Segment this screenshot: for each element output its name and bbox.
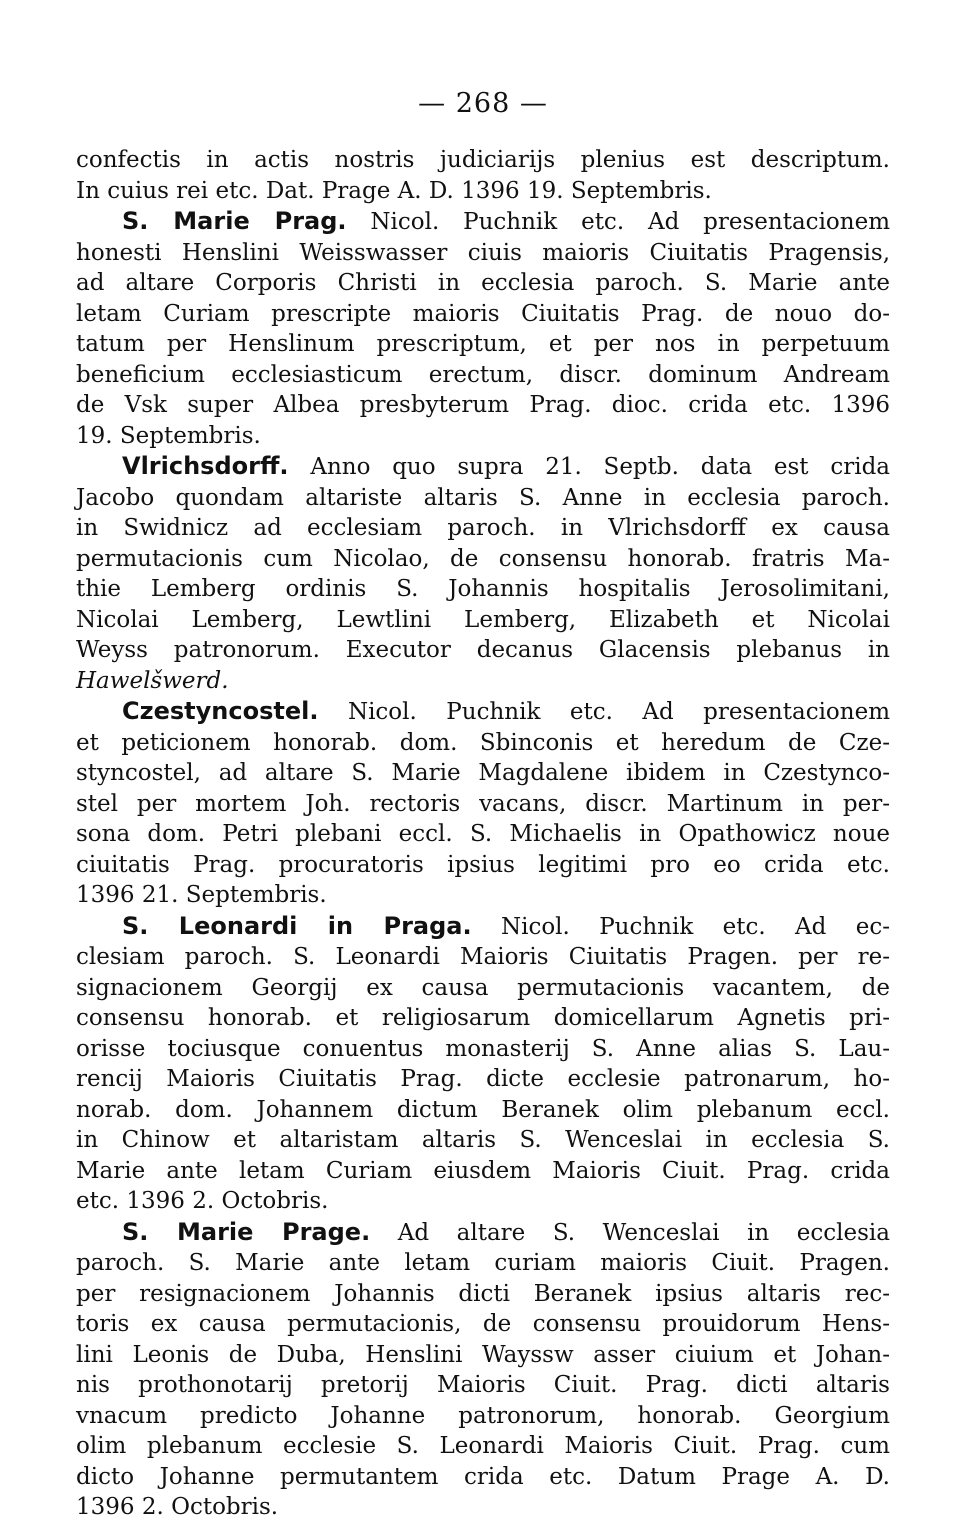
paragraph xyxy=(76,145,890,206)
text-line: beneficium ecclesiasticum erectum, discr. dominum Andream xyxy=(76,361,890,388)
text-line xyxy=(76,911,890,943)
text-fragment: Nicol. Puchnik etc. Ad presentacionem xyxy=(370,209,891,235)
text-line: 19. Septembris. xyxy=(76,422,261,449)
text-line: paroch. S. Marie ante letam curiam maioris Ciuit. Pragen. xyxy=(76,1250,890,1276)
page-number: — 268 — xyxy=(418,88,548,119)
text-line: honesti Henslini Weisswasser ciuis maioris Ciuitatis Pragensis, xyxy=(76,239,890,266)
text-line: In cuius rei etc. Dat. Prage A. D. 1396 19. Septembris. xyxy=(76,177,712,204)
text-line: permutacionis cum Nicolao, de consensu honorab. fratris Ma- xyxy=(76,545,890,572)
text-fragment: Anno quo supra 21. Septb. data est crida xyxy=(310,454,891,480)
text-line: tatum per Henslinum prescriptum, et per nos in perpetuum xyxy=(76,331,890,357)
entry-heading: S. Leonardi in Praga. xyxy=(122,911,472,940)
entry-heading: S. Marie Prag. xyxy=(122,207,347,235)
entry-heading: Vlrichsdorff. xyxy=(122,452,289,480)
text-line: vnacum predicto Johanne patronorum, honorab. Georgium xyxy=(76,1402,890,1429)
text-line: Hawelšwerd. xyxy=(76,667,229,694)
text-line xyxy=(76,696,890,728)
text-line: rencij Maioris Ciuitatis Prag. dicte ecclesie patronarum, ho- xyxy=(76,1066,890,1092)
text-line: letam Curiam prescripte maioris Ciuitatis Prag. de nouo do- xyxy=(76,300,890,327)
text-line: norab. dom. Johannem dictum Beranek olim plebanum eccl. xyxy=(76,1096,890,1123)
paragraph xyxy=(76,911,890,1217)
text-line: confectis in actis nostris judiciarijs plenius est descriptum. xyxy=(76,147,890,173)
entry-heading: Czestyncostel. xyxy=(122,697,319,725)
text-line: clesiam paroch. S. Leonardi Maioris Ciuitatis Pragen. per re- xyxy=(76,944,890,970)
text-line xyxy=(76,1217,890,1249)
text-line: toris ex causa permutacionis, de consensu prouidorum Hens- xyxy=(76,1311,890,1337)
text-line: styncostel, ad altare S. Marie Magdalene ibidem in Czestynco- xyxy=(76,760,890,786)
text-fragment: Nicol. Puchnik etc. Ad ec- xyxy=(500,913,890,940)
paragraph xyxy=(76,451,890,696)
paragraph xyxy=(76,696,890,911)
text-line: lini Leonis de Duba, Henslini Wayssw asser ciuium et Johan- xyxy=(76,1341,890,1368)
text-line xyxy=(76,206,890,238)
document-body xyxy=(76,145,890,1523)
entry-heading: S. Marie Prage. xyxy=(122,1217,371,1246)
text-line: signacionem Georgij ex causa permutacionis vacantem, de xyxy=(76,974,890,1001)
text-line: consensu honorab. et religiosarum domicellarum Agnetis pri- xyxy=(76,1005,890,1031)
text-line: ad altare Corporis Christi in ecclesia paroch. S. Marie ante xyxy=(76,270,890,296)
paragraph xyxy=(76,206,890,451)
text-fragment: Ad altare S. Wenceslai in ecclesia xyxy=(397,1219,891,1246)
text-line: orisse tociusque conuentus monasterij S. Anne alias S. Lau- xyxy=(76,1035,890,1062)
text-line: nis prothonotarij pretorij Maioris Ciuit. Prag. dicti altaris xyxy=(76,1372,890,1398)
paragraph xyxy=(76,1217,890,1523)
text-line: ciuitatis Prag. procuratoris ipsius legitimi pro eo crida etc. xyxy=(76,851,890,878)
text-line: 1396 2. Octobris. xyxy=(76,1494,279,1520)
text-fragment: Nicol. Puchnik etc. Ad presentacionem xyxy=(347,699,891,725)
text-line: 1396 21. Septembris. xyxy=(76,882,327,908)
text-line: dicto Johanne permutantem crida etc. Datum Prage A. D. xyxy=(76,1463,890,1490)
text-line: thie Lemberg ordinis S. Johannis hospitalis Jerosolimitani, xyxy=(76,576,890,602)
text-line: et peticionem honorab. dom. Sbinconis et heredum de Cze- xyxy=(76,729,890,756)
text-line: stel per mortem Joh. rectoris vacans, discr. Martinum in per- xyxy=(76,790,890,817)
text-line: olim plebanum ecclesie S. Leonardi Maioris Ciuit. Prag. cum xyxy=(76,1433,890,1459)
text-line: Weyss patronorum. Executor decanus Glacensis plebanus in xyxy=(76,637,890,663)
text-line xyxy=(76,451,890,483)
text-line: etc. 1396 2. Octobris. xyxy=(76,1188,329,1214)
text-line: Jacobo quondam altariste altaris S. Anne in ecclesia paroch. xyxy=(76,484,890,511)
text-line: per resignacionem Johannis dicti Beranek ipsius altaris rec- xyxy=(76,1280,890,1307)
text-line: de Vsk super Albea presbyterum Prag. dioc. crida etc. 1396 xyxy=(76,392,890,418)
text-line: in Chinow et altaristam altaris S. Wenceslai in ecclesia S. xyxy=(76,1127,890,1153)
text-line: in Swidnicz ad ecclesiam paroch. in Vlrichsdorff ex causa xyxy=(76,515,890,541)
text-line: sona dom. Petri plebani eccl. S. Michaelis in Opathowicz noue xyxy=(76,821,890,847)
text-line: Nicolai Lemberg, Lewtlini Lemberg, Elizabeth et Nicolai xyxy=(76,606,890,633)
text-line: Marie ante letam Curiam eiusdem Maioris Ciuit. Prag. crida xyxy=(76,1157,890,1184)
